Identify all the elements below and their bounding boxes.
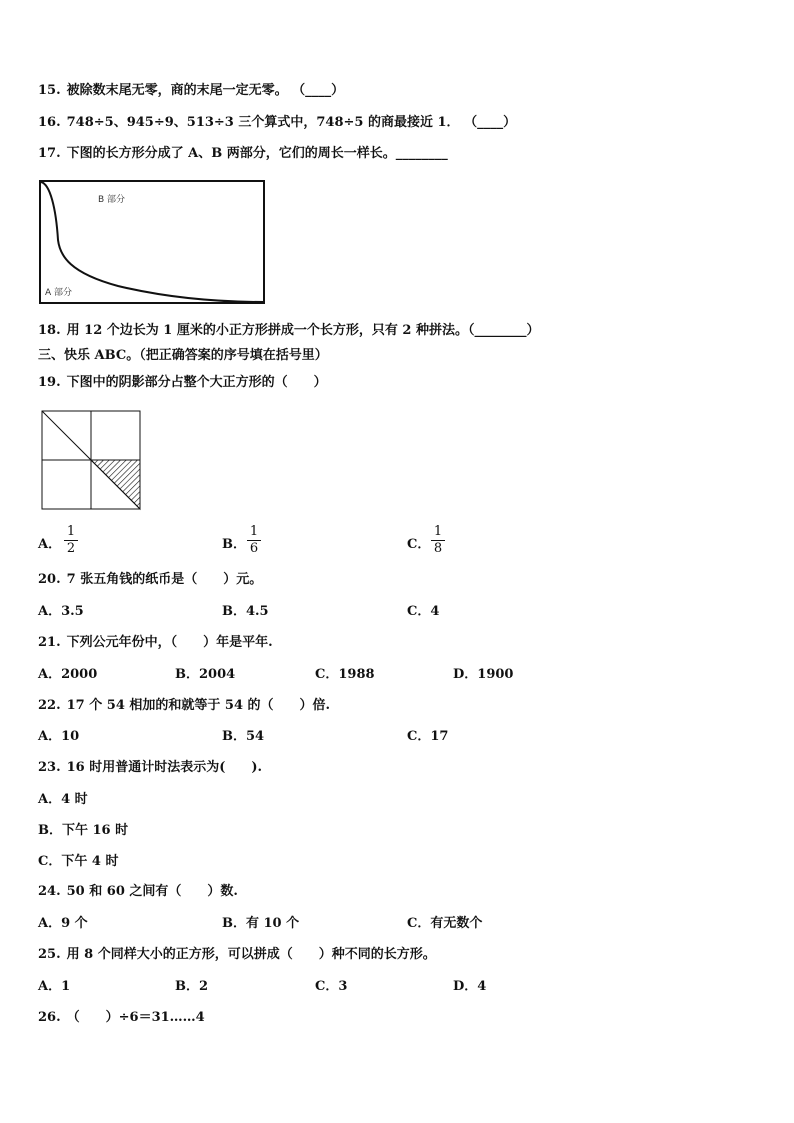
option-b: B．2 <box>175 979 209 994</box>
option-d: D．4 <box>453 979 487 994</box>
question-text: 被除数末尾无零，商的末尾一定无零。 （____） <box>66 83 345 98</box>
question-21 <box>38 635 273 651</box>
option-c: C．17 <box>407 729 449 744</box>
option-a: A．4 时 <box>38 792 88 807</box>
denominator: 8 <box>433 541 443 556</box>
option-c: C． <box>407 537 431 552</box>
question-number: 21. <box>38 635 61 650</box>
option-a: A．2000 <box>38 667 98 682</box>
question-number: 19. <box>38 375 61 390</box>
option-a: A．3.5 <box>38 604 84 619</box>
question-25 <box>38 947 436 963</box>
option-b: B．2004 <box>175 667 236 682</box>
option-a: A． <box>38 537 62 552</box>
option-c: C．4 <box>407 604 440 619</box>
fraction-c <box>431 525 445 556</box>
question-26 <box>38 1010 205 1026</box>
question-number: 17. <box>38 146 61 161</box>
question-text: 748÷5、945÷9、513÷3 三个算式中，748÷5 的商最接近 1． （____） <box>66 115 517 130</box>
question-20 <box>38 572 262 588</box>
option-a: A．1 <box>38 979 71 994</box>
option-c: C．1988 <box>315 667 375 682</box>
figure-square-shaded <box>40 410 144 512</box>
numerator: 1 <box>433 524 443 539</box>
question-22 <box>38 698 330 714</box>
question-23 <box>38 760 262 776</box>
question-number: 18. <box>38 323 61 338</box>
question-number: 22. <box>38 698 61 713</box>
section-text: 三、快乐 ABC。（把正确答案的序号填在括号里） <box>38 348 328 363</box>
question-text: 7 张五角钱的纸币是（ ）元。 <box>66 572 263 587</box>
denominator: 2 <box>66 541 76 556</box>
numerator: 1 <box>249 524 259 539</box>
dividing-curve <box>41 182 264 302</box>
question-text: 下图中的阴影部分占整个大正方形的（ ） <box>66 375 327 390</box>
fraction-a <box>64 525 78 556</box>
rectangle-outline <box>40 181 264 303</box>
question-24 <box>38 884 238 900</box>
question-number: 26. <box>38 1010 61 1025</box>
option-a: A．10 <box>38 729 80 744</box>
question-text: 16 时用普通计时法表示为( ). <box>66 760 263 775</box>
option-c: C．3 <box>315 979 348 994</box>
question-number: 16. <box>38 115 61 130</box>
option-c: C．下午 4 时 <box>38 854 119 869</box>
option-b: B．下午 16 时 <box>38 823 129 838</box>
question-number: 25. <box>38 947 61 962</box>
option-b: B． <box>222 537 246 552</box>
option-b: B．有 10 个 <box>222 916 300 931</box>
label-a-part: A 部分 <box>45 288 73 298</box>
question-text: 17 个 54 相加的和就等于 54 的（ ）倍. <box>66 698 331 713</box>
denominator: 6 <box>249 541 259 556</box>
question-17 <box>38 146 448 162</box>
question-number: 23. <box>38 760 61 775</box>
question-19 <box>38 375 327 391</box>
question-text: 50 和 60 之间有（ ）数. <box>66 884 238 899</box>
fraction-b <box>247 525 261 556</box>
question-text: 下列公元年份中，（ ）年是平年. <box>66 635 273 650</box>
question-18 <box>38 323 539 339</box>
option-c: C．有无数个 <box>407 916 483 931</box>
figure-rectangle-ab <box>38 178 268 306</box>
question-15 <box>38 83 344 99</box>
question-text: （ ）÷6＝31……4 <box>66 1010 205 1025</box>
option-d: D．1900 <box>453 667 514 682</box>
option-b: B．54 <box>222 729 265 744</box>
label-b-part: B 部分 <box>98 195 126 205</box>
question-text: 下图的长方形分成了 A、B 两部分，它们的周长一样长。________ <box>66 146 448 161</box>
question-text: 用 8 个同样大小的正方形，可以拼成（ ）种不同的长方形。 <box>66 947 436 962</box>
option-a: A．9 个 <box>38 916 88 931</box>
question-number: 15. <box>38 83 61 98</box>
question-number: 24. <box>38 884 61 899</box>
question-16 <box>38 115 516 131</box>
question-number: 20. <box>38 572 61 587</box>
question-text: 用 12 个边长为 1 厘米的小正方形拼成一个长方形，只有 2 种拼法。（________） <box>66 323 540 338</box>
numerator: 1 <box>66 524 76 539</box>
option-b: B．4.5 <box>222 604 269 619</box>
section-heading <box>38 348 328 364</box>
